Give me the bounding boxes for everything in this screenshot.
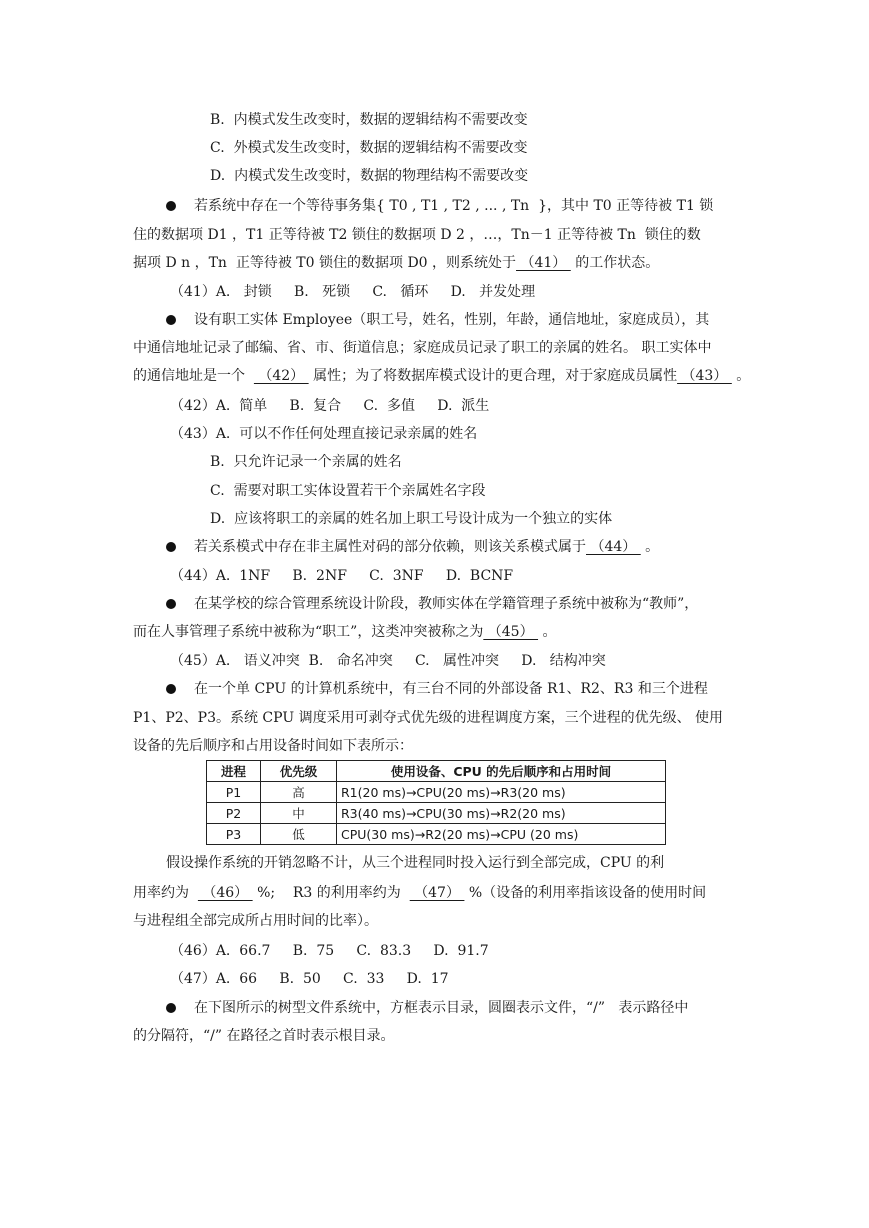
- q42-stem-line2: 中通信地址记录了邮编、省、市、街道信息；家庭成员记录了职工的亲属的姓名。 职工实体中: [133, 340, 712, 356]
- q40-option-d: D. 内模式发生改变时，数据的物理结构不需要改变: [210, 168, 529, 184]
- process-table: [206, 760, 666, 845]
- q41-stem-line3: 据项 D n ，Tn 正等待被 T0 锁住的数据项 D0 ，则系统处于 （41） 的工作状态。: [133, 255, 660, 271]
- table-cell: 中: [261, 803, 337, 824]
- q42-stem-line1: 设有职工实体 Employee（职工号，姓名，性别，年龄，通信地址，家庭成员），其: [166, 310, 709, 330]
- q46-stem-line1: 在一个单 CPU 的计算机系统中，有三台不同的外部设备 R1、R2、R3 和三个进程: [166, 679, 708, 699]
- bullet-icon: [166, 542, 176, 552]
- q47-options: （47）A. 66 B. 50 C. 33 D. 17: [170, 971, 449, 987]
- table-cell: P1: [207, 782, 261, 803]
- q40-option-c: C. 外模式发生改变时，数据的逻辑结构不需要改变: [210, 140, 528, 156]
- q48-stem-line1: 在下图所示的树型文件系统中，方框表示目录，圆圈表示文件，“/” 表示路径中: [166, 998, 688, 1018]
- q44-options: （44）A. 1NF B. 2NF C. 3NF D. BCNF: [170, 568, 514, 584]
- table-header: 进程: [207, 761, 261, 782]
- q43-option-d: D. 应该将职工的亲属的姓名加上职工号设计成为一个独立的实体: [210, 511, 613, 527]
- table-row: [207, 782, 666, 803]
- q45-stem-line1: 在某学校的综合管理系统设计阶段，教师实体在学籍管理子系统中被称为“教师”，: [166, 594, 698, 614]
- q46-options: （46）A. 66.7 B. 75 C. 83.3 D. 91.7: [170, 943, 489, 959]
- table-cell: CPU(30 ms)→R2(20 ms)→CPU (20 ms): [337, 824, 666, 845]
- q46-para-line2: 用率约为 （46） %; R3 的利用率约为 （47） %（设备的利用率指该设备的使用时间: [133, 885, 707, 901]
- table-cell: P2: [207, 803, 261, 824]
- q43-option-a: （43）A. 可以不作任何处理直接记录亲属的姓名: [170, 426, 478, 442]
- q45-options: （45）A. 语义冲突 B. 命名冲突 C. 属性冲突 D. 结构冲突: [170, 653, 606, 669]
- q42-options: （42）A. 简单 B. 复合 C. 多值 D. 派生: [170, 398, 490, 414]
- q46-para-line1: 假设操作系统的开销忽略不计，从三个进程同时投入运行到全部完成，CPU 的利: [166, 855, 665, 871]
- table-cell: 高: [261, 782, 337, 803]
- table-cell: R1(20 ms)→CPU(20 ms)→R3(20 ms): [337, 782, 666, 803]
- q44-stem: 若关系模式中存在非主属性对码的部分依赖，则该关系模式属于 （44） 。: [166, 537, 659, 557]
- table-row: [207, 803, 666, 824]
- q43-option-b: B. 只允许记录一个亲属的姓名: [210, 454, 402, 470]
- bullet-icon: [166, 599, 176, 609]
- q42-stem-line3: 的通信地址是一个 （42） 属性；为了将数据库模式设计的更合理，对于家庭成员属性 （43） 。: [133, 368, 751, 384]
- q41-options: （41）A. 封锁 B. 死锁 C. 循环 D. 并发处理: [170, 284, 536, 300]
- bullet-icon: [166, 201, 176, 211]
- q48-stem-line2: 的分隔符，“/” 在路径之首时表示根目录。: [133, 1028, 395, 1044]
- blank-43: （43）: [677, 368, 732, 384]
- q41-stem-line2: 住的数据项 D1 ，T1 正等待被 T2 锁住的数据项 D 2 ，…，Tn－1 正等待被 Tn 锁住的数: [133, 227, 701, 243]
- table-cell: 低: [261, 824, 337, 845]
- bullet-icon: [166, 1003, 176, 1013]
- blank-42: （42）: [253, 368, 309, 384]
- table-cell: R3(40 ms)→CPU(30 ms)→R2(20 ms): [337, 803, 666, 824]
- table-header-row: [207, 761, 666, 782]
- q46-para-line3: 与进程组全部完成所占用时间的比率）。: [133, 913, 378, 929]
- table-row: [207, 824, 666, 845]
- table-cell: P3: [207, 824, 261, 845]
- blank-47: （47）: [409, 885, 465, 901]
- blank-41: （41）: [516, 255, 571, 271]
- table-header: 优先级: [261, 761, 337, 782]
- bullet-icon: [166, 684, 176, 694]
- q46-stem-line3: 设备的先后顺序和占用设备时间如下表所示：: [133, 738, 413, 754]
- bullet-icon: [166, 315, 176, 325]
- q41-stem-line1: 若系统中存在一个等待事务集{ T0 , T1 , T2 , ... , Tn }，其中 T0 正等待被 T1 锁: [166, 196, 713, 216]
- q43-option-c: C. 需要对职工实体设置若干个亲属姓名字段: [210, 483, 486, 499]
- blank-44: （44）: [586, 539, 641, 555]
- blank-45: （45）: [483, 624, 539, 640]
- blank-46: （46）: [197, 885, 253, 901]
- q40-option-b: B. 内模式发生改变时，数据的逻辑结构不需要改变: [210, 112, 528, 128]
- table-header: 使用设备、CPU 的先后顺序和占用时间: [337, 761, 666, 782]
- q45-stem-line2: 而在人事管理子系统中被称为“职工”，这类冲突被称之为 （45） 。: [133, 624, 557, 640]
- q46-stem-line2: P1、P2、P3。系统 CPU 调度采用可剥夺式优先级的进程调度方案，三个进程的优先级、 使用: [133, 710, 724, 726]
